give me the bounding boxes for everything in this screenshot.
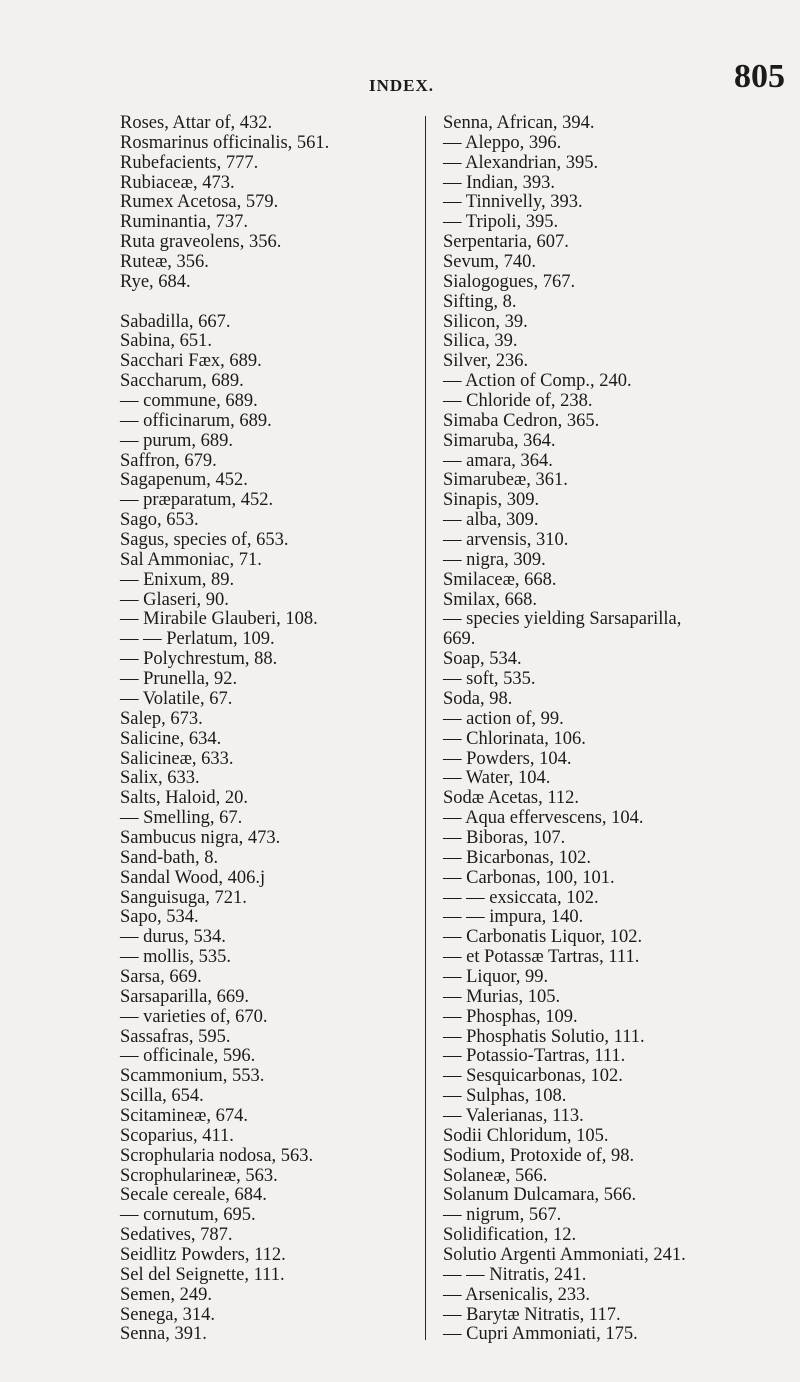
index-entry: — Alexandrian, 395.: [443, 152, 599, 173]
index-entry: Scrophularineæ, 563.: [120, 1165, 278, 1186]
index-entry: — officinarum, 689.: [120, 410, 272, 431]
index-entry: — alba, 309.: [443, 510, 539, 531]
index-entry: Salix, 633.: [120, 768, 200, 789]
index-entry: — et Potassæ Tartras, 111.: [443, 947, 640, 968]
index-entry: Soda, 98.: [443, 688, 513, 709]
index-entry: — — Nitratis, 241.: [443, 1264, 587, 1285]
index-entry: Sand-bath, 8.: [120, 847, 219, 868]
index-entry: — Valerianas, 113.: [443, 1105, 584, 1126]
index-entry: — commune, 689.: [120, 391, 258, 412]
index-entry: — species yielding Sarsaparilla,: [443, 609, 682, 630]
index-entry: Scilla, 654.: [120, 1086, 204, 1107]
index-entry: — — exsiccata, 102.: [443, 887, 599, 908]
index-entry: Sevum, 740.: [443, 252, 537, 273]
index-entry: Sabina, 651.: [120, 331, 212, 352]
index-entry: Sodium, Protoxide of, 98.: [443, 1145, 635, 1166]
index-entry: Soap, 534.: [443, 649, 522, 670]
index-entry: — nigrum, 567.: [443, 1205, 562, 1226]
index-entry: Saffron, 679.: [120, 450, 217, 471]
index-entry: Serpentaria, 607.: [443, 232, 569, 253]
index-entry: — mollis, 535.: [120, 947, 232, 968]
index-entry: Solaneæ, 566.: [443, 1165, 548, 1186]
index-column-right: [443, 114, 763, 1345]
index-section-gap: [120, 293, 420, 313]
index-entry: — Aleppo, 396.: [443, 132, 562, 153]
index-entry: Roses, Attar of, 432.: [120, 113, 273, 133]
index-entry: Salts, Haloid, 20.: [120, 788, 248, 809]
index-entry: — — Perlatum, 109.: [120, 629, 275, 650]
index-entry: Scammonium, 553.: [120, 1066, 265, 1087]
index-entry: — Phosphatis Solutio, 111.: [443, 1026, 645, 1047]
index-entry: Sagus, species of, 653.: [120, 530, 289, 551]
index-entry: Sodii Chloridum, 105.: [443, 1125, 609, 1146]
index-column-left: [120, 114, 420, 1345]
index-entry: Smilaceæ, 668.: [443, 569, 557, 590]
index-entry: Sialogogues, 767.: [443, 271, 576, 292]
index-entry: — arvensis, 310.: [443, 530, 569, 551]
index-entry: — Carbonatis Liquor, 102.: [443, 927, 643, 948]
index-entry: — durus, 534.: [120, 927, 226, 948]
index-entry: Rosmarinus officinalis, 561.: [120, 132, 330, 153]
index-entry: Sinapis, 309.: [443, 490, 540, 511]
index-entry: — Sulphas, 108.: [443, 1086, 567, 1107]
index-entry: Sanguisuga, 721.: [120, 887, 247, 908]
index-entry: Ruteæ, 356.: [120, 252, 209, 273]
index-entry: Sedatives, 787.: [120, 1225, 233, 1246]
index-entry: — Sesquicarbonas, 102.: [443, 1066, 623, 1087]
index-entry: — varieties of, 670.: [120, 1006, 268, 1027]
index-entry: — Tripoli, 395.: [443, 212, 559, 233]
running-header-title: INDEX.: [369, 76, 435, 95]
index-entry: Rumex Acetosa, 579.: [120, 192, 279, 213]
index-entry: — Smelling, 67.: [120, 808, 243, 829]
index-entry: Seidlitz Powders, 112.: [120, 1244, 286, 1265]
index-entry: Simaba Cedron, 365.: [443, 410, 600, 431]
index-entry: — action of, 99.: [443, 708, 564, 729]
index-entry: Silica, 39.: [443, 331, 518, 352]
index-entry: Semen, 249.: [120, 1284, 212, 1305]
index-entry: Sacchari Fæx, 689.: [120, 351, 262, 372]
index-entry: Sifting, 8.: [443, 291, 517, 312]
index-entry: — soft, 535.: [443, 669, 536, 690]
index-entry: Senna, African, 394.: [443, 113, 595, 133]
index-entry: — Enixum, 89.: [120, 569, 235, 590]
index-entry: Scitamineæ, 674.: [120, 1105, 248, 1126]
index-entry: — Glaseri, 90.: [120, 589, 229, 610]
index-entry: Solutio Argenti Ammoniati, 241.: [443, 1244, 686, 1265]
index-entry: — Polychrestum, 88.: [120, 649, 278, 670]
index-entry: — Tinnivelly, 393.: [443, 192, 583, 213]
index-entry: — Indian, 393.: [443, 172, 556, 193]
index-entry: — Mirabile Glauberi, 108.: [120, 609, 318, 630]
index-entry: Scrophularia nodosa, 563.: [120, 1145, 314, 1166]
index-entry: — Chloride of, 238.: [443, 391, 593, 412]
index-entry: — Murias, 105.: [443, 986, 561, 1007]
index-entry: Senega, 314.: [120, 1304, 216, 1325]
index-entry: Sarsaparilla, 669.: [120, 986, 249, 1007]
index-entry: — Chlorinata, 106.: [443, 728, 586, 749]
index-entry: — officinale, 596.: [120, 1046, 256, 1067]
index-entry: — Biboras, 107.: [443, 827, 566, 848]
column-divider: [425, 116, 426, 1340]
index-entry: Sel del Seignette, 111.: [120, 1264, 285, 1285]
index-entry: Silver, 236.: [443, 351, 529, 372]
index-entry: Solanum Dulcamara, 566.: [443, 1185, 637, 1206]
index-entry: Sabadilla, 667.: [120, 311, 231, 332]
index-entry: Sassafras, 595.: [120, 1026, 231, 1047]
index-entry: Simaruba, 364.: [443, 430, 556, 451]
index-entry: — cornutum, 695.: [120, 1205, 256, 1226]
index-entry: Salicine, 634.: [120, 728, 222, 749]
index-entry: — præparatum, 452.: [120, 490, 274, 511]
index-entry: Ruminantia, 737.: [120, 212, 248, 233]
index-entry: Sagapenum, 452.: [120, 470, 248, 491]
index-entry: Silicon, 39.: [443, 311, 528, 332]
index-entry: — Prunella, 92.: [120, 669, 238, 690]
index-entry: — — impura, 140.: [443, 907, 584, 928]
index-entry: Smilax, 668.: [443, 589, 538, 610]
page-number: 805: [734, 58, 785, 95]
index-entry: Senna, 391.: [120, 1324, 207, 1345]
index-entry: Sodæ Acetas, 112.: [443, 788, 580, 809]
index-entry: — Aqua effervescens, 104.: [443, 808, 644, 829]
index-entry: Rubiaceæ, 473.: [120, 172, 235, 193]
index-entry: Rye, 684.: [120, 271, 191, 292]
index-entry: — Volatile, 67.: [120, 688, 233, 709]
index-entry: — Bicarbonas, 102.: [443, 847, 591, 868]
index-entry: Salicineæ, 633.: [120, 748, 234, 769]
index-entry: Secale cereale, 684.: [120, 1185, 267, 1206]
index-entry: Sapo, 534.: [120, 907, 199, 928]
index-entry: 669.: [443, 629, 476, 650]
index-entry: — Arsenicalis, 233.: [443, 1284, 590, 1305]
index-entry: — Carbonas, 100, 101.: [443, 867, 615, 888]
index-entry: — Cupri Ammoniati, 175.: [443, 1324, 638, 1345]
index-entry: — purum, 689.: [120, 430, 234, 451]
index-entry: Sarsa, 669.: [120, 966, 202, 987]
index-entry: Scoparius, 411.: [120, 1125, 234, 1146]
index-entry: — Phosphas, 109.: [443, 1006, 578, 1027]
index-entry: — Water, 104.: [443, 768, 551, 789]
index-entry: Saccharum, 689.: [120, 371, 244, 392]
index-entry: Ruta graveolens, 356.: [120, 232, 282, 253]
index-entry: — nigra, 309.: [443, 549, 546, 570]
index-entry: — Barytæ Nitratis, 117.: [443, 1304, 621, 1325]
index-entry: Salep, 673.: [120, 708, 203, 729]
index-entry: — amara, 364.: [443, 450, 553, 471]
index-entry: Sandal Wood, 406.j: [120, 867, 266, 888]
index-entry: Sago, 653.: [120, 510, 199, 531]
index-entry: — Action of Comp., 240.: [443, 371, 632, 392]
index-entry: Simarubeæ, 361.: [443, 470, 568, 491]
index-entry: — Potassio-Tartras, 111.: [443, 1046, 626, 1067]
index-entry: Solidification, 12.: [443, 1225, 577, 1246]
index-entry: — Powders, 104.: [443, 748, 572, 769]
index-entry: Sambucus nigra, 473.: [120, 827, 281, 848]
index-entry: Sal Ammoniac, 71.: [120, 549, 262, 570]
index-entry: — Liquor, 99.: [443, 966, 549, 987]
index-entry: Rubefacients, 777.: [120, 152, 259, 173]
